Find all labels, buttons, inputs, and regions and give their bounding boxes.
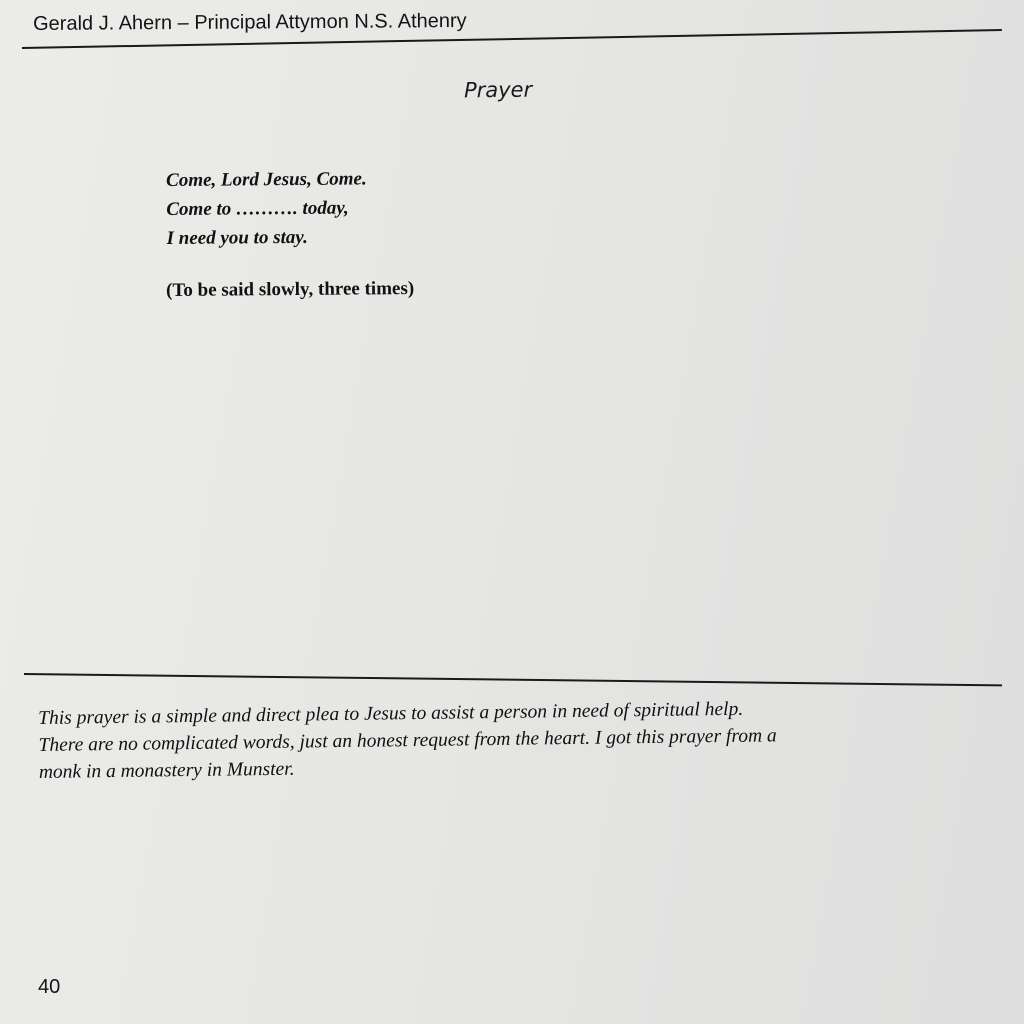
prayer-verse: [166, 164, 367, 253]
prayer-line: Come to ………. today,: [166, 197, 349, 220]
running-header: Gerald J. Ahern – Principal Attymon N.S. Athenry: [33, 9, 467, 35]
commentary-paragraph: [38, 692, 1019, 786]
prayer-line: Come, Lord Jesus, Come.: [166, 168, 367, 191]
page-number: 40: [38, 976, 61, 998]
commentary-line: monk in a monastery in Munster.: [38, 758, 295, 783]
section-rule: [24, 673, 1002, 686]
prayer-title: Prayer: [463, 77, 533, 103]
prayer-instruction: (To be said slowly, three times): [166, 278, 415, 301]
prayer-line: I need you to stay.: [166, 226, 308, 249]
commentary-line: There are no complicated words, just an honest request from the heart. I got this prayer from a: [38, 725, 777, 756]
commentary-line: This prayer is a simple and direct plea to Jesus to assist a person in need of spiritual help.: [38, 698, 744, 729]
show-through-texture: [600, 175, 710, 655]
